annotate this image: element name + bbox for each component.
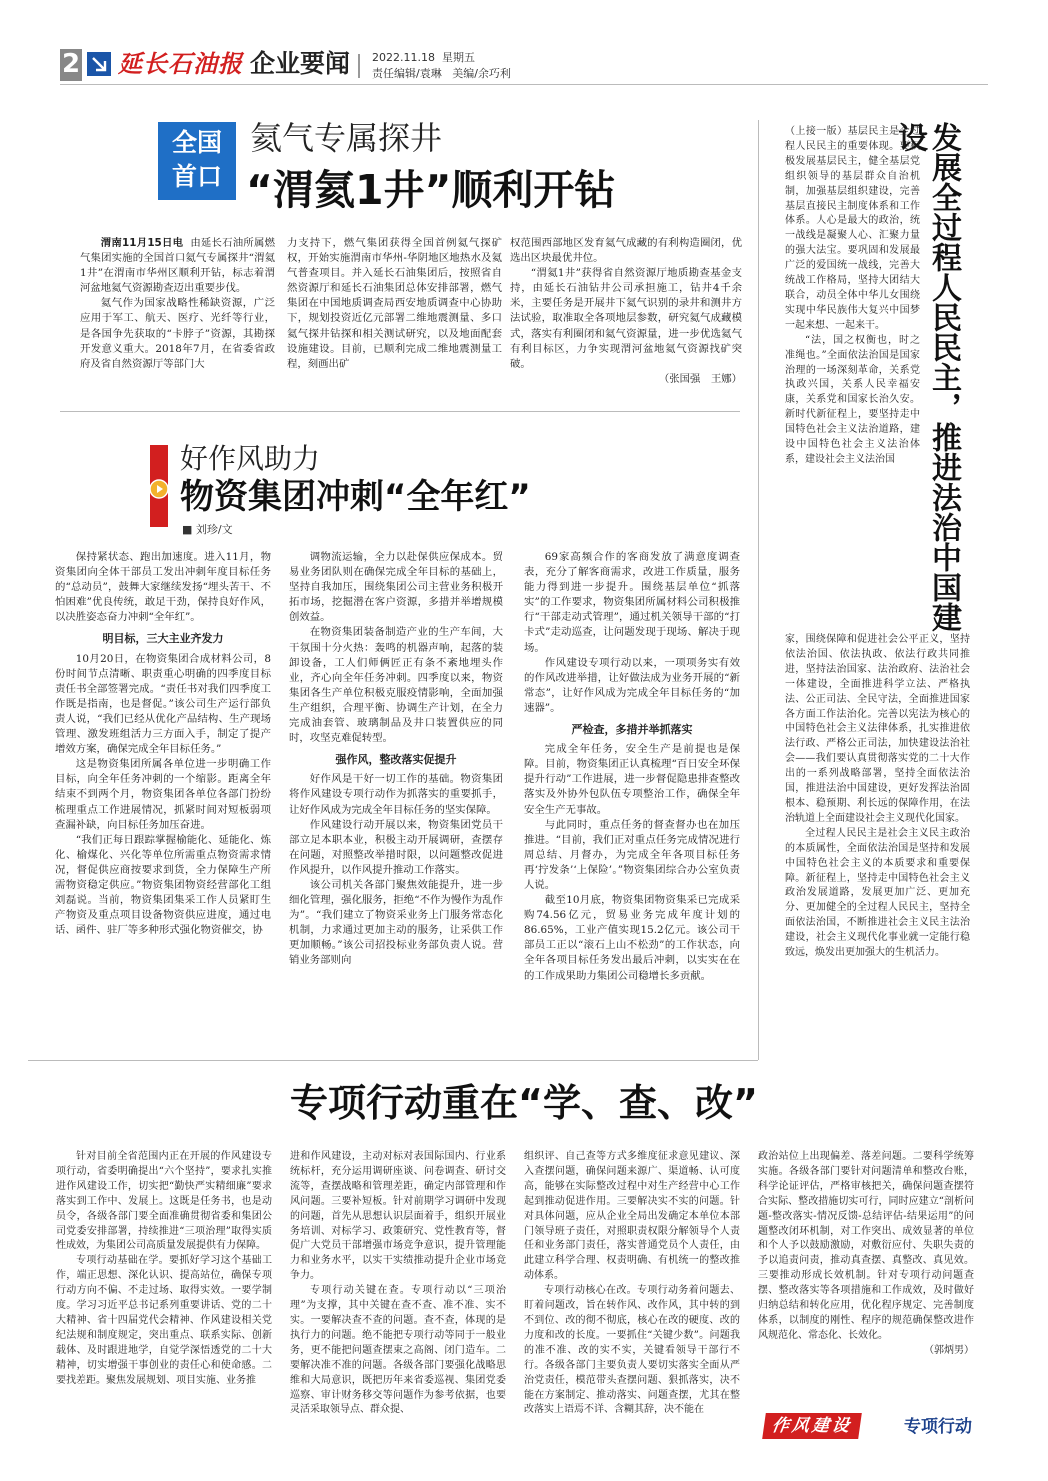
- section-title: 企业要闻: [250, 49, 351, 78]
- article2-paragraph: 10月20日，在物资集团合成材料公司，8份时间节点清晰、职责重心明确的四季度目标责任书全部签署完成。“责任书对我们四季度工作既是指南，也是督促。”该公司生产运行部负责人说，“我们已经从优化产品结构、生产现场管理、激发班组活力三方面入手，制定了提产增效方案，确保完成全年目标任务。”: [55, 652, 271, 756]
- article2-col-2: [289, 550, 503, 1046]
- article2-paragraph: 在物资集团装备制造产业的生产车间，大干氛围十分火热：轰鸣的机器声响，起落的装卸设备，工人们师俩匠正有条不紊地埋头作业，齐心向全年任务冲刺。四季度以来，物资集团各生产单位积极克服疫情影响，全面加强生产组织，合理平衡、协调生产计划，在全力完成油套管、玻璃制品及井口装置供应的同时，攻坚克难促转型。: [289, 626, 503, 745]
- play-icon: [149, 479, 169, 499]
- article3-title: 发展全过程人民民主，推进法治中国建设: [892, 122, 961, 632]
- article2-paragraph: 调物流运输，全力以赴保供应保成本。贸易业务团队则在确保完成全年目标的基础上，坚持自我加压，围绕集团公司主营业务积极开拓市场，挖掘潜在客户资源，多措并举增规模创效益。: [289, 551, 503, 624]
- article4-paragraph: 针对目前全省范围内正在开展的作风建设专项行动，省委明确提出“六个坚持”，要求扎实推进作风建设工作，切实把“勤快严实精细廉”要求落实到工作中、发展上。这既是任务书，也是动员令，各级各部门要全面准确贯彻省委和集团公司党委安排部署，持续推进“三项治理”取得实质性成效，为集团公司高质量发展提供有力保障。: [56, 1151, 272, 1252]
- article3-paragraph: “法，国之权衡也，时之准绳也。”全面依法治国是国家治理的一场深刻革命，关系党执政兴国，关系人民幸福安康，关系党和国家长治久安。新时代新征程上，要坚持走中国特色社会主义法治道路，建设中国特色社会主义法治体系，建设社会主义法治国: [785, 334, 920, 465]
- article4-paragraph: 组织评、自己查等方式多维度征求意见建议、深入查摆问题，确保问题来源广、渠道畅、认可度高，能够在实际整改过程中对生产经营中心工作起到推动促进作用。三要解决实不实的问题。针对具体问题，应从企业全局出发确定本单位本部门领导班子责任，对照职责权限分解领导个人责任和业务部门责任，落实普通党员个人责任，由此建立科学合理、权责明确、有机统一的整改推动体系。: [524, 1151, 740, 1282]
- article2-paragraph: 与此同时，重点任务的督查督办也在加压推进。“目前，我们正对重点任务完成情况进行周总结、月督办，为完成全年各项目标任务再‘拧发条’‘上保险’。”物资集团综合办公室负责人说。: [524, 818, 740, 891]
- page-number: 2: [61, 49, 81, 79]
- article1-rule: [60, 411, 740, 412]
- article4-credit: （郭炳男）: [924, 1344, 974, 1356]
- article3-wide-col: [785, 633, 970, 1051]
- article2-paragraph: 截至10月底，物资集团物资集采已完成采购74.56亿元，贸易业务完成年度计划的86.65%，工业产值实现15.2亿元。该公司干部员工正以“滚石上山不松劲”的工作状态，向全年各项目标任务发出最后冲刺，以实实在在的工作成果助力集团公司稳增长多贡献。: [524, 894, 740, 982]
- article3-paragraph: 全过程人民民主是社会主义民主政治的本质属性，全面依法治国是坚持和发展中国特色社会主义的本质要求和重要保障。新征程上，坚持走中国特色社会主义政治发展道路，发展更加广泛、更加充分、更加健全的全过程人民民主，坚持全面依法治国，不断推进社会主义民主法治建设，社会主义现代化事业就一定能行稳致远，焕发出更加强大的生机活力。: [785, 827, 970, 959]
- editor-text: 责任编辑/袁琳: [372, 67, 442, 80]
- masthead-rule: [60, 84, 988, 85]
- article1-paragraph: 权范围西部地区发育氦气成藏的有利构造圈闭，优选出区块最优井位。: [510, 237, 742, 265]
- editor-line: [372, 67, 511, 81]
- arrow-icon: [87, 52, 111, 76]
- article1-col-3: [510, 236, 742, 396]
- article1-paragraph: 由延长石油所属燃气集团实施的全国首口氦气专属探井“渭氦1井”在渭南市华州区顺利开钻，标志着渭河盆地氦气资源勘查迈出重要步伐。: [80, 237, 275, 295]
- article3-left-rule: [758, 120, 759, 1060]
- masthead-divider: [358, 54, 360, 78]
- article4-col-3: [524, 1150, 740, 1435]
- article4-col-2: [290, 1150, 506, 1435]
- article2-paragraph: 好作风是干好一切工作的基础。物资集团将作风建设专项行动作为抓落实的重要抓手，让好作风成为完成全年目标任务的坚实保障。: [289, 773, 503, 816]
- paper-logo: 延长石油报: [118, 49, 243, 78]
- article3-narrow-col: [785, 125, 920, 633]
- weekday-text: 星期五: [441, 51, 475, 64]
- article1-col-1: [80, 236, 275, 386]
- article1-col-2: [287, 236, 502, 386]
- campaign-stamp-label: 作风建设: [762, 1413, 862, 1439]
- article3-paragraph: 家，围绕保障和促进社会公平正义，坚持依法治国、依法执政、依法行政共同推进，坚持法治国家、法治政府、法治社会一体建设，全面推进科学立法、严格执法、公正司法、全民守法，全面推进国家各方面工作法治化。完善以宪法为核心的中国特色社会主义法律体系，扎实推进依法行政、严格公正司法，加快建设法治社会——我们要认真贯彻落实党的二十大作出的一系列战略部署，坚持全面依法治国，推进法治中国建设，更好发挥法治固根本、稳预期、利长远的保障作用，在法治轨道上全面建设社会主义现代化国家。: [785, 634, 970, 824]
- article2-paragraph: 这是物资集团所属各单位进一步明确工作目标，向全年任务冲刺的一个缩影。距离全年结束不到两个月，物资集团各单位各部门扮纷梳理重点工作进展情况，抓紧时间对短板弱项查漏补缺，向目标任务加压奋进。: [55, 758, 271, 831]
- article2-paragraph: “我们正每日跟踪掌握榆能化、延能化、炼化、榆煤化、兴化等单位所需重点物资需求情况，督促供应商按要求到货，全力保障生产所需物资稳定供应。”物资集团物资经营部化工组刘磊说。当前，物资集团集采工作人员紧盯生产物资及重点项目设备物资供应进度，通过电话、函件、驻厂等多种形式强化物资催交，协: [55, 833, 271, 937]
- article2-paragraph: 作风建设专项行动以来，一项项务实有效的作风改进举措，让好做法成为业务开展的“新常态”，让好作风成为完成全年目标任务的“加速器”。: [524, 656, 740, 714]
- article2-kicker: 好作风助力: [180, 442, 321, 475]
- badge-line-1: 全国: [171, 128, 222, 157]
- article2-subheading: 强作风，整改落实促提升: [335, 753, 457, 767]
- article3-paragraph: （上接一版）基层民主是全过程人民民主的重要体现。要积极发展基层民主，健全基层党组织领导的基层群众自治机制，加强基层组织建设，完善基层直接民主制度体系和工作体系。人心是最大的政治，统一战线是凝聚人心、汇聚力量的强大法宝。要巩固和发展最广泛的爱国统一战线，完善大统战工作格局，坚持大团结大联合，动员全体中华儿女围绕实现中华民族伟大复兴中国梦一起来想、一起来干。: [785, 126, 920, 331]
- article2-subheading: 明目标，三大主业齐发力: [102, 632, 224, 646]
- article4-paragraph: 专项行动关键在查。专项行动以“三项治理”为支撑，其中关键在查不查、准不准、实不实。一要解决查不查的问题。查不查，体现的是执行力的问题。绝不能把专项行动等同于一般业务，更不能把问题查摆束之高阁、闭门造车。二要解决准不准的问题。各级各部门要强化战略思维和大局意识，既把历年来省委巡视、集团党委巡察、审计财务移交等问题作为参考依据，也要灵活采取领导点、群众提、: [290, 1285, 506, 1416]
- article2-paragraph: 完成全年任务，安全生产是前提也是保障。目前，物资集团正认真梳理“百日安全环保提升行动”工作进展，进一步督促隐患排查整改落实及外协外包队伍专项整治工作，确保全年安全生产无事故。: [524, 743, 740, 816]
- article2-paragraph: 该公司机关各部门聚焦效能提升，进一步细化管理，强化服务，拒绝“不作为慢作为乱作为”。“我们建立了物资采业务上门服务常态化机制，力求通过更加主动的服务，让采供工作更加顺畅。”该公司招投标业务部负责人说。营销业务部则向: [289, 878, 503, 967]
- artist-text: 美编/余巧利: [452, 67, 511, 80]
- article1-credit: （张国强 王娜）: [658, 372, 742, 385]
- article1-paragraph: 力支持下，燃气集团获得全国首例氦气探矿权，开始实施渭南市华州-华阴地区地热水及氦气普查项目。并入延长石油集团后，按照省自然资源厅和延长石油集团总体安排部署，燃气集团在中国地质调查局西安地质调查中心协助下，规划投资近亿元部署二维地震测量、多口氦气探井钻探和相关测试研究，以及地面配套设施建设。目前，已顺利完成二维地震测量工程，刻画出矿: [287, 237, 502, 370]
- article4-paragraph: 进和作风建设，主动对标对表国际国内、行业系统标杆，充分运用调研座谈、问卷调查、研讨交流等，查摆战略和管理差距，确定内部管理和作风问题。三要补短板。针对前期学习调研中发现的问题，首先从思想认识层面着手，组织开展业务培训、对标学习、政策研究、党性教育等，督促广大党员干部增强市场竞争意识，提升管理能力和业务水平，以实干实绩推动提升企业市场竞争力。: [290, 1151, 506, 1282]
- article4-col-4: [758, 1150, 974, 1412]
- article2-rule: [28, 1060, 758, 1061]
- badge-line-2: 首口: [171, 162, 222, 191]
- article2-paragraph: 作风建设行动开展以来，物资集团党员干部立足本职本业，积极主动开展调研，查摆存在问题，对照整改举措时限，以问题整改促进作风提升，以作风提升推动工作落实。: [289, 818, 503, 876]
- article1-dateline: 渭南11月15日电: [100, 237, 184, 249]
- article2-paragraph: 保持紧状态、跑出加速度。进入11月，物资集团向全体干部员工发出冲刺年度目标任务的“总动员”，鼓舞大家继续发扬“埋头苦干、不怕困难”优良传统，敢足干劲，保持良好作风，以决胜姿态奋力冲刺“全年红”。: [55, 551, 271, 624]
- article2-paragraph: 69家高频合作的客商发放了满意度调查表，充分了解客商需求，改进工作质量，服务能力得到进一步提升。围绕基层单位“抓落实”的工作要求，物资集团所属材料公司积极推行“干部走动式管理”，通过机关领导干部的“打卡式”走动巡查，让问题发现于现场、解决于现场。: [524, 551, 740, 654]
- issue-date: [372, 51, 475, 65]
- article4-paragraph: 政治站位上出现偏差、落差问题。二要科学统筹实施。各级各部门要针对问题清单和整改台账，科学论证评估，严格审核把关，确保问题查摆符合实际、整改措施切实可行，同时应建立“剖析问题-整改落实-情况反馈-总结评估-结果运用”的问题整改闭环机制，对工作突出、成效显著的单位和个人予以鼓励激励，对敷衍应付、失职失责的予以追责问责，推动真查摆、真整改、真见效。三要推动形成长效机制。针对专项行动问题查摆、整改落实等各项措施和工作成效，及时做好归纳总结和转化应用，优化程序规定、完善制度体系，以制度的刚性、程序的规范确保整改进作风规范化、常态化、长效化。: [758, 1151, 974, 1341]
- article4-col-1: [56, 1150, 272, 1435]
- article1-paragraph: “渭氦1井”获得省自然资源厅地质勘查基金支持，由延长石油钻井公司承担施工，钻井4千余米，主要任务是开展井下氦气识别的录井和测井方法试验，取准取全各项地层参数，研究氦气成藏模式，落实有利圈闭和氦气资源量，进一步优选氦气有利目标区，力争实现渭河盆地氦气资源找矿突破。: [510, 267, 742, 370]
- article1-paragraph: 氦气作为国家战略性稀缺资源，广泛应用于军工、航天、医疗、光纤等行业，是各国争先获取的“卡脖子”资源，其勘探开发意义重大。2018年7月，在省委省政府及省自然资源厅等部门大: [80, 297, 275, 370]
- campaign-stamp-suffix: 专项行动: [904, 1417, 972, 1437]
- article2-subheading: 严检查，多措并举抓落实: [571, 723, 693, 737]
- article2-col-3: [524, 550, 740, 1046]
- article2-title: 物资集团冲刺“全年红”: [180, 477, 531, 517]
- date-text: 2022.11.18: [372, 51, 435, 64]
- article2-byline: ■ 刘珍/文: [182, 523, 233, 536]
- article4-paragraph: 专项行动基础在学。要抓好学习这个基础工作，端正思想、深化认识、提高站位，确保专项行动方向不偏、不走过场、取得实效。一要学制度。学习习近平总书记系列重要讲话、党的二十大精神、省十四届党代会精神、作风建设相关党纪法规和制度规定，突出重点、联系实际、创新载体、及时跟进地学，自觉学深悟透党的二十大精神，切实增强干事创业的责任心和使命感。二要找差距。聚焦发展规划、项目实施、业务推: [56, 1255, 272, 1386]
- first-badge: [158, 122, 236, 200]
- campaign-stamp: [758, 1412, 976, 1442]
- article1-title: “渭氦1井”顺利开钻: [246, 166, 616, 214]
- article1-kicker: 氦气专属探井: [250, 119, 443, 157]
- article4-paragraph: 专项行动核心在改。专项行动务着问题去、盯着问题改，旨在转作风、改作风，其中转的到不到位、改的彻不彻底，核心在改的硬度、改的力度和改的长度。一要抓住“关键少数”。问题我的准不准、改的实不实，关键看领导干部行不行。各级各部门主要负责人要切实落实全面从严治党责任，模范带头查摆问题、狠抓落实，决不能在方案制定、推动落实、问题查摆，尤其在整改落实上语焉不详、含糊其辞，决不能在: [524, 1285, 740, 1416]
- article2-col-1: [55, 550, 271, 1046]
- article4-title: 专项行动重在“学、查、改”: [290, 1081, 758, 1125]
